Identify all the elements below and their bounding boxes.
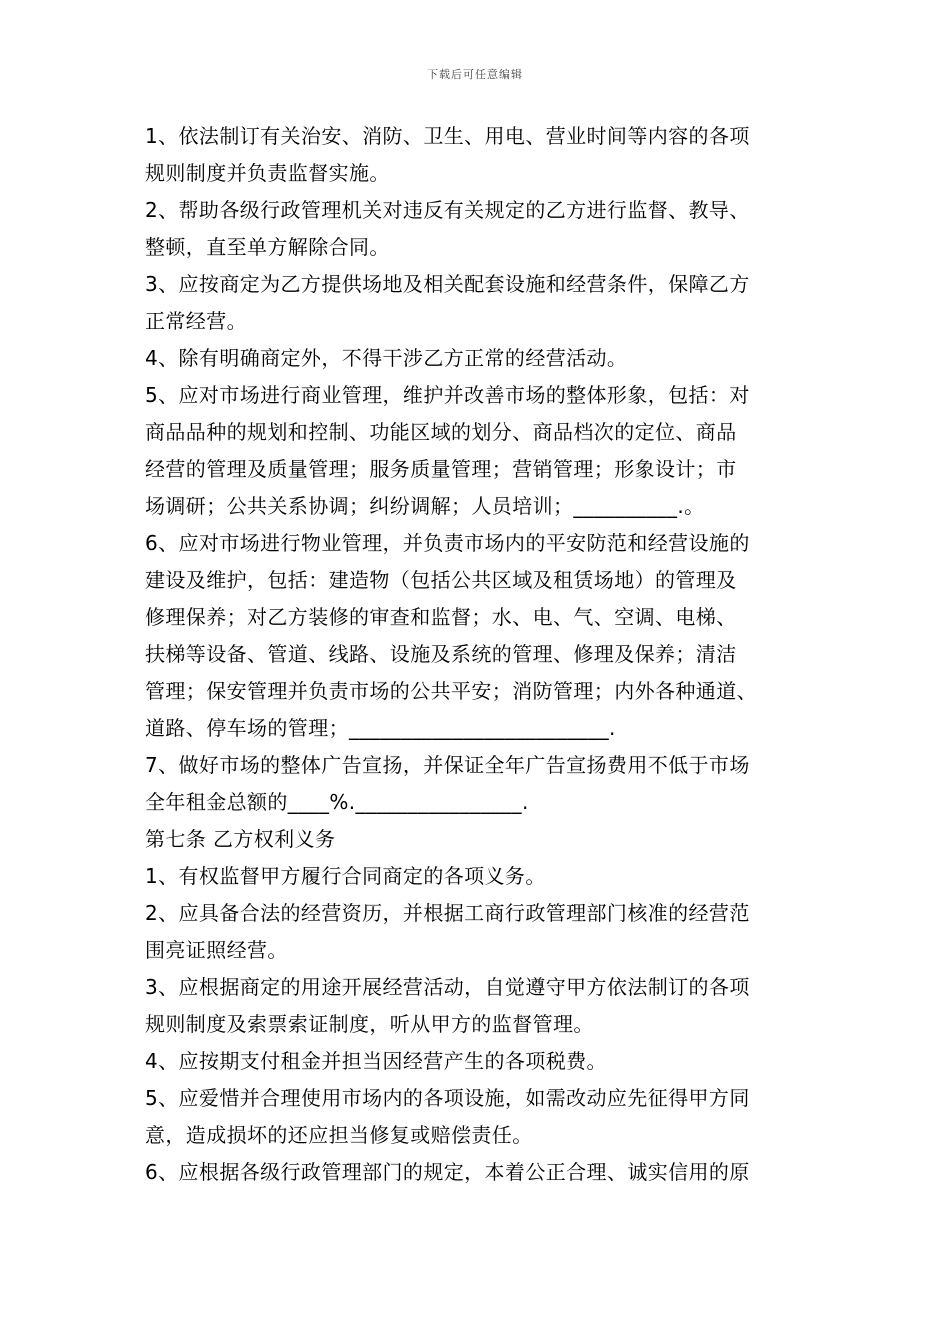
text-line: 规则制度及索票索证制度，听从甲方的监督管理。	[145, 1012, 594, 1036]
text-line: 商品品种的规划和控制、功能区域的划分、商品档次的定位、商品	[145, 420, 737, 444]
text-line: 4、除有明确商定外，不得干涉乙方正常的经营活动。	[145, 346, 628, 370]
text-line: 场调研；公共关系协调；纠纷调解；人员培训；__________.。	[145, 494, 705, 518]
text-line: 扶梯等设备、管道、线路、设施及系统的管理、修理及保养；清洁	[145, 642, 737, 666]
header-note: 下载后可任意编辑	[427, 68, 523, 81]
text-line: 5、应对市场进行商业管理，维护并改善市场的整体形象，包括：对	[145, 383, 750, 407]
text-line: 1、有权监督甲方履行合同商定的各项义务。	[145, 864, 546, 888]
text-line: 5、应爱惜并合理使用市场内的各项设施，如需改动应先征得甲方同	[145, 1086, 750, 1110]
section-heading: 第七条 乙方权利义务	[145, 827, 336, 851]
text-line: 规则制度并负责监督实施。	[145, 161, 390, 185]
text-line: 2、应具备合法的经营资历，并根据工商行政管理部门核准的经营范	[145, 901, 750, 925]
text-line: 1、依法制订有关治安、消防、卫生、用电、营业时间等内容的各项	[145, 124, 750, 148]
text-line: 建设及维护，包括：建造物（包括公共区域及租赁场地）的管理及	[145, 568, 737, 592]
text-line: 4、应按期支付租金并担当因经营产生的各项税费。	[145, 1049, 607, 1073]
text-line: 2、帮助各级行政管理机关对违反有关规定的乙方进行监督、教导、	[145, 198, 750, 222]
text-line: 6、应根据各级行政管理部门的规定，本着公正合理、诚实信用的原	[145, 1160, 750, 1184]
document-body	[145, 118, 835, 1191]
text-line: 6、应对市场进行物业管理，并负责市场内的平安防范和经营设施的	[145, 531, 750, 555]
text-line: 7、做好市场的整体广告宣扬，并保证全年广告宣扬费用不低于市场	[145, 753, 750, 777]
text-line: 管理；保安管理并负责市场的公共平安；消防管理；内外各种通道、	[145, 679, 757, 703]
text-line: 意，造成损坏的还应担当修复或赔偿责任。	[145, 1123, 533, 1147]
text-line: 整顿，直至单方解除合同。	[145, 235, 390, 259]
text-line: 3、应根据商定的用途开展经营活动，自觉遵守甲方依法制订的各项	[145, 975, 750, 999]
text-line: 全年租金总额的____%.________________.	[145, 790, 529, 814]
text-line: 3、应按商定为乙方提供场地及相关配套设施和经营条件，保障乙方	[145, 272, 750, 296]
text-line: 道路、停车场的管理；_________________________.	[145, 716, 616, 740]
text-line: 围亮证照经营。	[145, 938, 288, 962]
text-line: 正常经营。	[145, 309, 247, 333]
text-line: 修理保养；对乙方装修的审查和监督；水、电、气、空调、电梯、	[145, 605, 737, 629]
text-line: 经营的管理及质量管理；服务质量管理；营销管理；形象设计；市	[145, 457, 737, 481]
